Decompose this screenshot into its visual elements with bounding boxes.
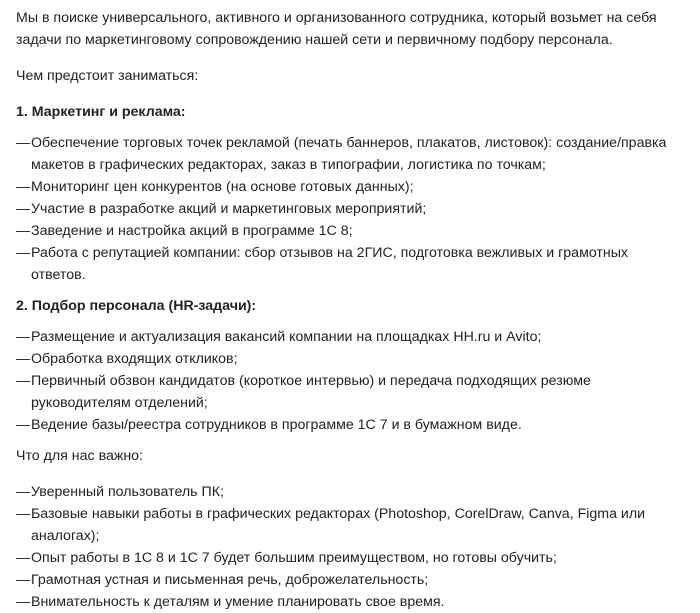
list-item: — Ведение базы/реестра сотрудников в программе 1С 7 и в бумажном виде. [16,414,684,436]
section-title-marketing: 1. Маркетинг и реклама: [16,104,186,120]
list-item: — Обеспечение торговых точек рекламой (печать баннеров, плакатов, листовок): создание/правка макетов в графических редакторах, заказ в типографии, логистика по точкам; [16,132,684,176]
list-item: — Заведение и настройка акций в программе 1С 8; [16,220,684,242]
duties-lead: Чем предстоит заниматься: [16,68,199,84]
marketing-duties-list [16,132,684,286]
list-item: — Мониторинг цен конкурентов (на основе готовых данных); [16,176,684,198]
list-item: — Работа с репутацией компании: сбор отзывов на 2ГИС, подготовка вежливых и грамотных ответов. [16,242,684,286]
list-item: — Уверенный пользователь ПК; [16,481,684,503]
requirements-lead: Что для нас важно: [16,448,143,464]
requirements-list [16,481,684,613]
list-item: — Участие в разработке акций и маркетинговых мероприятий; [16,198,684,220]
list-item: — Обработка входящих откликов; [16,348,684,370]
list-item: — Базовые навыки работы в графических редакторах (Photoshop, CorelDraw, Canva, Figma или аналогах); [16,503,684,547]
list-item: — Внимательность к деталям и умение планировать свое время. [16,591,684,613]
section-title-hr: 2. Подбор персонала (HR-задачи): [16,298,257,314]
list-item: — Размещение и актуализация вакансий компании на площадках HH.ru и Avito; [16,326,684,348]
hr-duties-list [16,326,684,436]
intro-paragraph: Мы в поиске универсального, активного и организованного сотрудника, который возьмет на себя задачи по маркетинговому сопровождению нашей сети и первичному подбору персонала. [16,10,657,48]
list-item: — Грамотная устная и письменная речь, доброжелательность; [16,569,684,591]
list-item: — Первичный обзвон кандидатов (короткое интервью) и передача подходящих резюме руководителям отделений; [16,370,684,414]
list-item: — Опыт работы в 1С 8 и 1С 7 будет большим преимуществом, но готовы обучить; [16,547,684,569]
